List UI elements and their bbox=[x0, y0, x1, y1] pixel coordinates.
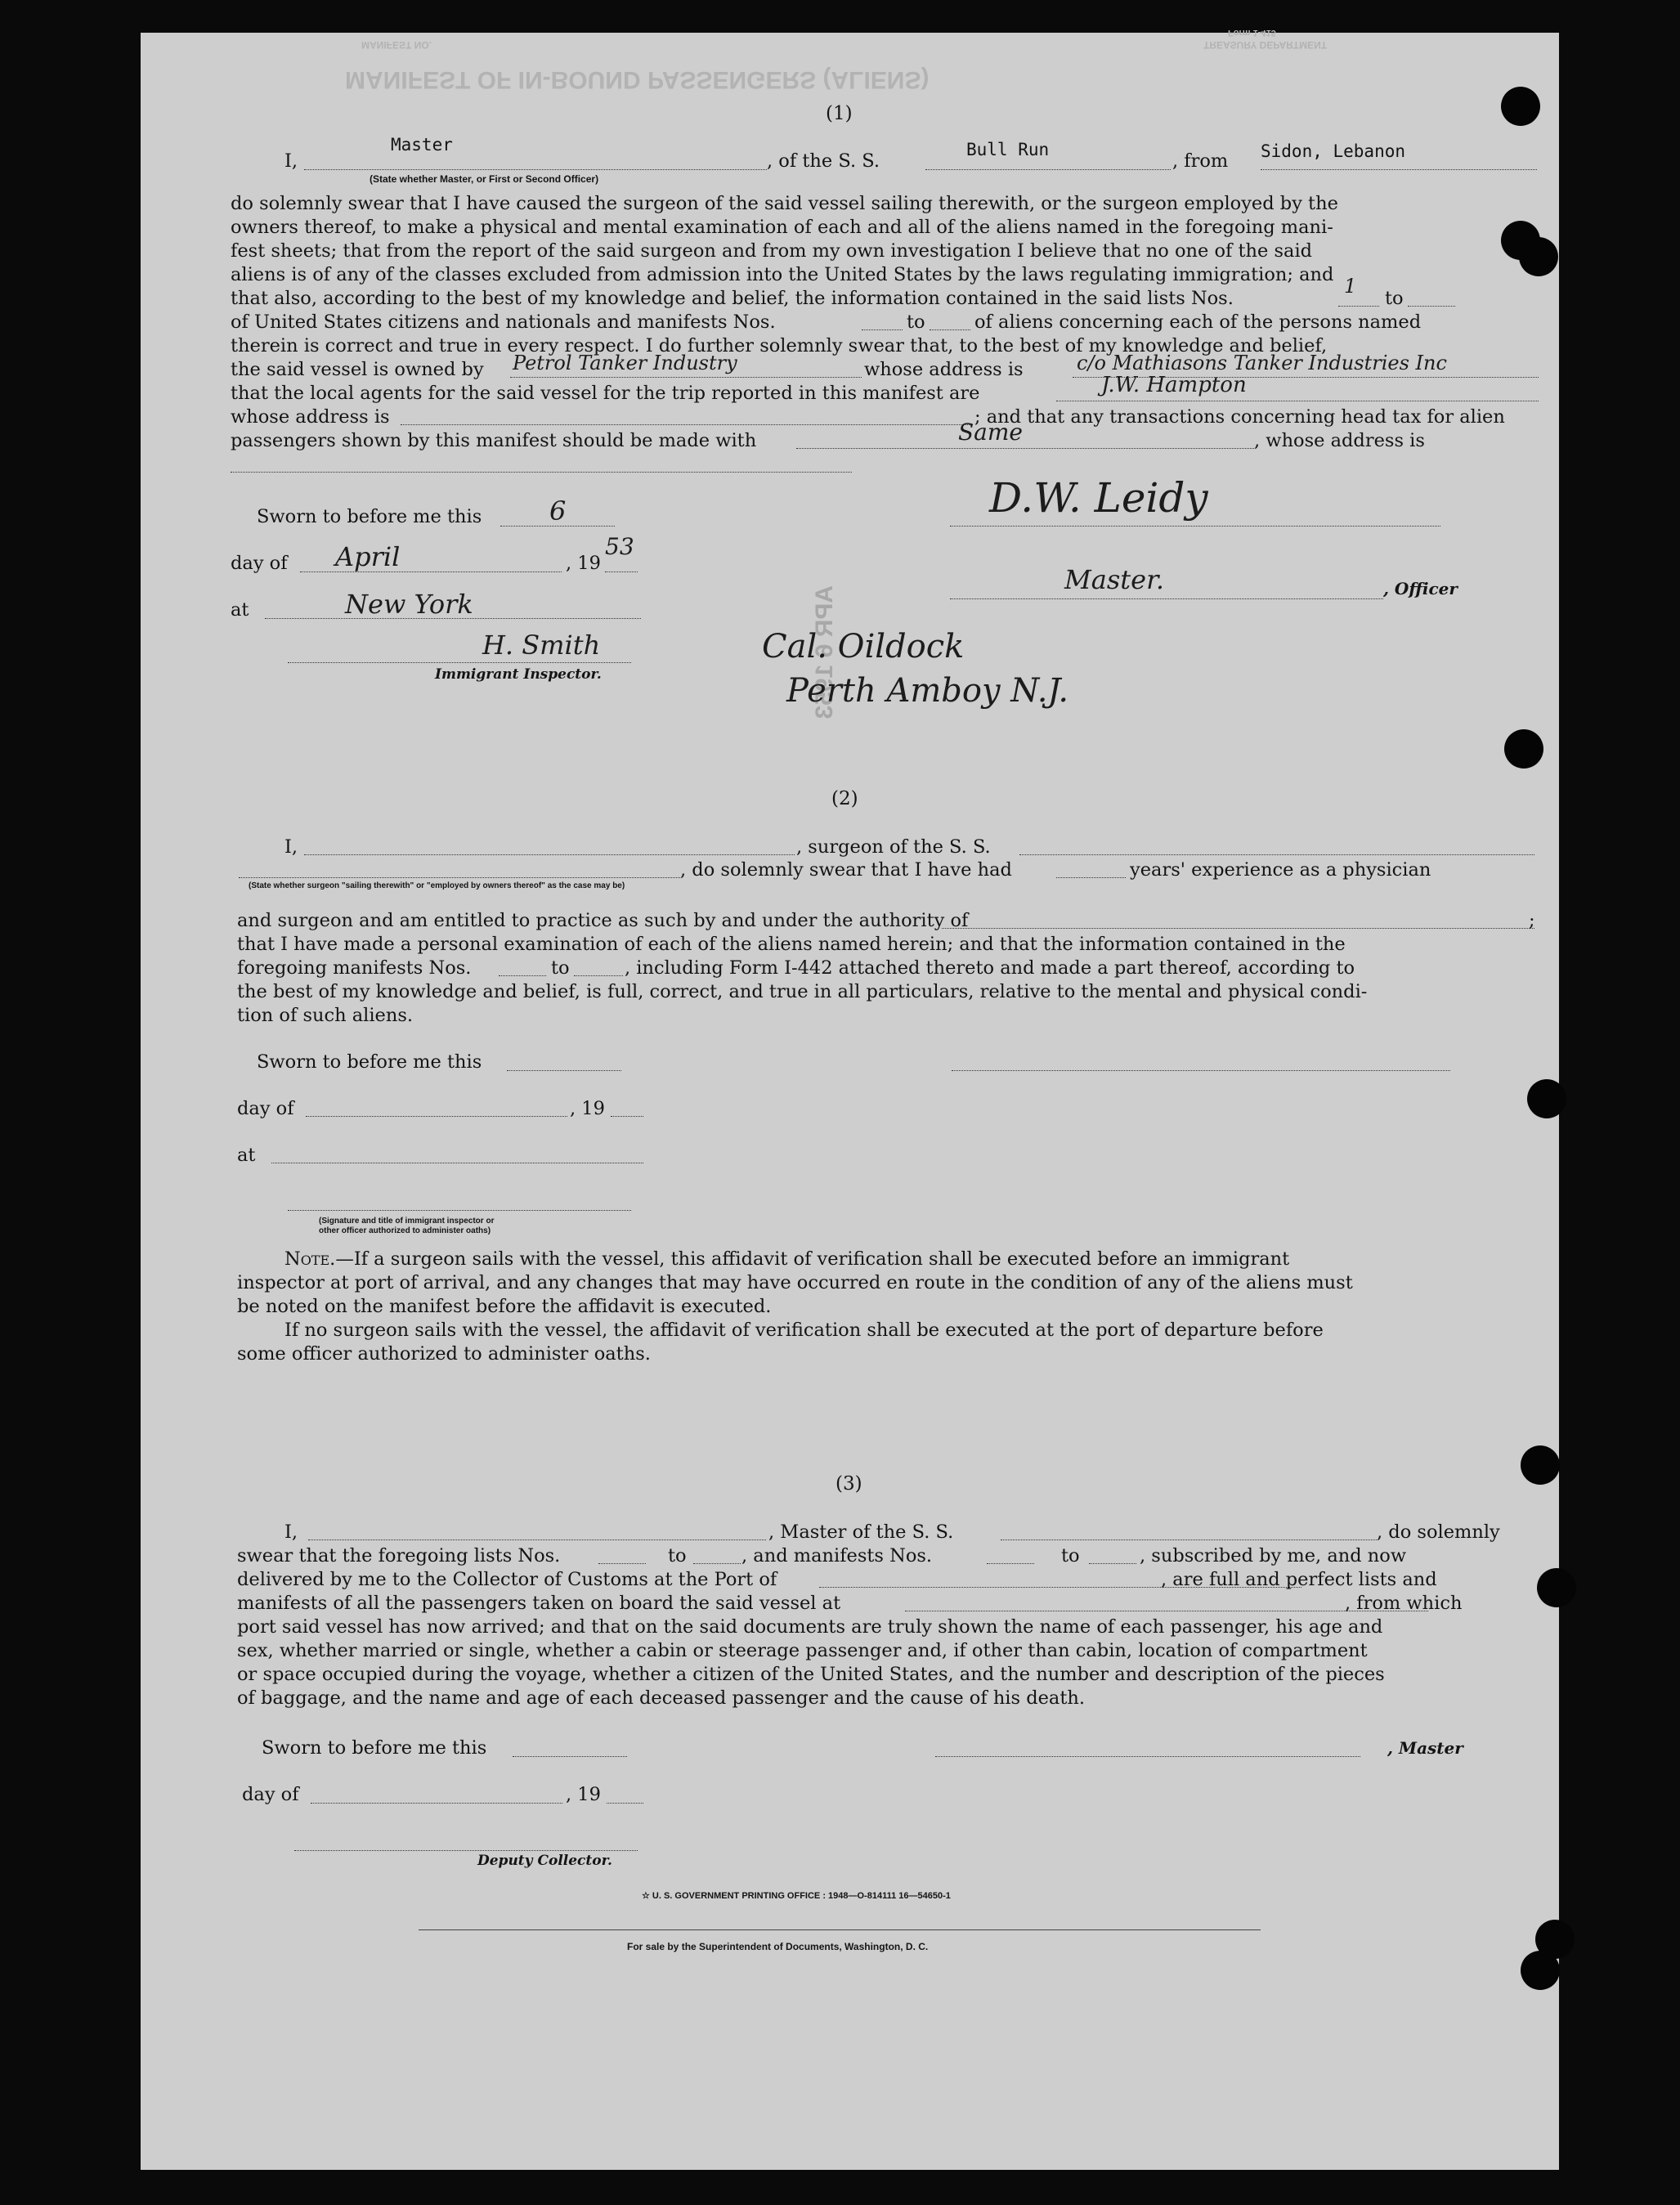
s1-at-label: at bbox=[231, 599, 249, 621]
s3-solemnly: , do solemnly bbox=[1377, 1522, 1500, 1543]
s1-oath-text bbox=[231, 192, 1539, 287]
s1-to: to bbox=[1385, 288, 1404, 309]
punch-hole bbox=[1537, 1568, 1576, 1607]
punch-hole bbox=[1504, 729, 1543, 769]
s3-l2e: , subscribed by me, and now bbox=[1140, 1545, 1407, 1566]
s1-master-signature: D.W. Leidy bbox=[989, 474, 1208, 522]
s1-year: 53 bbox=[605, 533, 634, 560]
s1-oath-line: the said vessel is owned by bbox=[231, 359, 484, 380]
s1-day-of-label: day of bbox=[231, 553, 288, 574]
s2-note-label-text: Note. bbox=[284, 1248, 336, 1270]
s3-line: port said vessel has now arrived; and that on the said documents are truly shown the name of each passenger, his age and bbox=[237, 1616, 1383, 1638]
s2-sig-caption-2: other officer authorized to administer oaths) bbox=[319, 1226, 491, 1235]
show-through-manifest-no: MANIFEST NO. bbox=[361, 39, 432, 51]
s3-line: of baggage, and the name and age of each deceased passenger and the cause of his death. bbox=[237, 1687, 1086, 1709]
s1-owner: Petrol Tanker Industry bbox=[513, 352, 737, 374]
sale-line: For sale by the Superintendent of Documents, Washington, D. C. bbox=[627, 1941, 929, 1952]
s2-line: and surgeon and am entitled to practice as such by and under the authority of bbox=[237, 910, 969, 931]
s2-line: tion of such aliens. bbox=[237, 1005, 414, 1026]
s2-line: foregoing manifests Nos. bbox=[237, 957, 472, 979]
s1-oath-line: that the local agents for the said vessel for the trip reported in this manifest are bbox=[231, 383, 980, 404]
s1-i: I, bbox=[284, 150, 298, 172]
punch-hole bbox=[1521, 1951, 1560, 1990]
s1-vessel-name: Bull Run bbox=[966, 140, 1050, 159]
s1-whose-address-2: , whose address is bbox=[1254, 430, 1425, 451]
s3-i: I, bbox=[284, 1522, 298, 1543]
s2-note-label bbox=[284, 1248, 1289, 1271]
s1-port: Sidon, Lebanon bbox=[1261, 141, 1406, 161]
s1-list-from: 1 bbox=[1344, 275, 1357, 298]
s1-oath-line: do solemnly swear that I have caused the surgeon of the said vessel sailing therewith, or the surgeon employed by the bbox=[231, 193, 1338, 214]
section-3-number: (3) bbox=[836, 1473, 862, 1495]
s2-including: , including Form I-442 attached thereto and made a part thereof, according to bbox=[625, 957, 1355, 979]
s1-oath-line: that also, according to the best of my knowledge and belief, the information contained in the said lists Nos. bbox=[231, 288, 1234, 309]
show-through-form: Form 1-415 bbox=[1228, 28, 1276, 38]
s2-at-label: at bbox=[237, 1145, 256, 1166]
s1-handwritten-note-1: Cal. Oildock bbox=[762, 628, 965, 666]
s1-officer-label: , Officer bbox=[1383, 579, 1458, 598]
s3-deputy-caption: Deputy Collector. bbox=[477, 1853, 612, 1869]
s1-oath-line: of United States citizens and nationals and manifests Nos. bbox=[231, 311, 776, 333]
section-2-number: (2) bbox=[831, 788, 858, 809]
s2-year-prefix: , 19 bbox=[570, 1098, 605, 1119]
s1-month: April bbox=[335, 541, 401, 572]
s3-line: sex, whether married or single, whether a cabin or steerage passenger and, if other than cabin, location of compartment bbox=[237, 1640, 1368, 1661]
s2-note-line: some officer authorized to administer oaths. bbox=[237, 1343, 651, 1365]
s1-oath-line: owners thereof, to make a physical and mental examination of each and all of the aliens named in the foregoing mani- bbox=[231, 217, 1333, 238]
show-through-dept: TREASURY DEPARTMENT bbox=[1203, 39, 1328, 51]
s2-to: to bbox=[551, 957, 570, 979]
s3-l2c: , and manifests Nos. bbox=[741, 1545, 933, 1566]
s1-place: New York bbox=[345, 589, 473, 620]
s3-l3a: delivered by me to the Collector of Customs at the Port of bbox=[237, 1569, 777, 1590]
s2-years-exp: years' experience as a physician bbox=[1130, 859, 1431, 881]
s1-head-tax: ; and that any transactions concerning head tax for alien bbox=[974, 406, 1505, 428]
gpo-line: ☆ U. S. GOVERNMENT PRINTING OFFICE : 1948—O-814111 16—54650-1 bbox=[642, 1891, 951, 1901]
s1-officer-caption: (State whether Master, or First or Second Officer) bbox=[370, 173, 599, 185]
s1-handwritten-note-2: Perth Amboy N.J. bbox=[786, 672, 1069, 710]
s2-day-of-label: day of bbox=[237, 1098, 294, 1119]
s3-day-of-label: day of bbox=[242, 1784, 299, 1805]
punch-hole bbox=[1501, 87, 1540, 126]
s2-caption: (State whether surgeon "sailing therewith" or "employed by owners thereof" as the case may be) bbox=[249, 881, 625, 890]
s1-sworn-label: Sworn to before me this bbox=[257, 506, 482, 527]
s2-i: I, bbox=[284, 836, 298, 858]
punch-hole bbox=[1519, 237, 1558, 276]
s1-from: , from bbox=[1172, 150, 1229, 172]
s1-year-prefix: , 19 bbox=[566, 553, 601, 574]
s1-sworn-day: 6 bbox=[549, 495, 567, 527]
s2-sig-caption-1: (Signature and title of immigrant inspector or bbox=[319, 1217, 495, 1226]
s1-oath-line: passengers shown by this manifest should be made with bbox=[231, 430, 757, 451]
s2-note-text: —If a surgeon sails with the vessel, this affidavit of verification shall be executed before an immigrant bbox=[335, 1248, 1290, 1270]
s1-of-aliens: of aliens concerning each of the persons named bbox=[974, 311, 1422, 333]
s2-note-line: be noted on the manifest before the affidavit is executed. bbox=[237, 1296, 772, 1317]
s2-line: that I have made a personal examination of each of the aliens named herein; and that the information contained in the bbox=[237, 934, 1346, 955]
s3-sworn-label: Sworn to before me this bbox=[262, 1737, 487, 1759]
s1-oath-line: fest sheets; that from the report of the said surgeon and from my own investigation I believe that no one of the said bbox=[231, 240, 1313, 262]
s3-l3b: , are full and perfect lists and bbox=[1161, 1569, 1437, 1590]
manifest-page: MANIFEST OF IN-BOUND PASSENGERS (ALIENS) MANIFEST NO. TREASURY DEPARTMENT Form 1-415 APR 6 1953 (1) I, Master (State whether Master, or First or Second Officer) , of the S. S. Bull Run , from Sidon, Lebanon do solemnly swear that I have caused the surgeon of the said vessel sailing therewith, or the surgeon employed by the owners thereof, to make a physical and mental examination of each and all of the aliens named in the foregoing mani- fest sheets; that from the report of the said surgeon and from my own investigation I believe that no one of the said aliens is of any of the classes excluded from admission into the United States by the laws regulating immigration; and that also, according to the best of my knowledge and belief, the information contained in the said lists Nos. 1 to of United States citizens and nationals and manifests Nos. to of aliens concerning each of the persons named therein is correct and true in every respect. I do further solemnly swear that, to the best of my knowledge and belief, the said vessel is owned by Petrol Tanker Industry whose address is c/o Mathiasons Tanker Industries Inc that the local agents for the said vessel for the trip reported in this manifest are J.W. Hampton whose address is ; and that any transactions concerning head tax for alien passengers shown by this manifest should be made with Same , whose address is Sworn to before me this 6 day of April , 19 53 at New York H. Smith Immigrant Inspector. D.W. Leidy Master. , Officer Cal. Oildock Perth Amboy N.J. (2) I, , surgeon of the S. S. , do solemnly swear that I have had years' experience as a physician (State whether surgeon "sailing therewith" or "employed by owners thereof" as the case may be) and surgeon and am entitled to practice as such by and under the authority of ; that I have made a personal examination of each of the aliens named herein; and that the information contained in the foregoing manifests Nos. to , including Form I-442 attached thereto and made a part thereof, according to the best of my knowledge and belief, is full, correct, and true in all particulars, relative to the mental and physical condi- tion of such aliens. Sworn to before me this day of , 19 at (Signature and title of immigrant inspector or other officer authorized to administer oaths) Note.—If a surgeon sails with the vessel, this affidavit of verification shall be executed before an immigrant inspector at port of arrival, and any changes that may have occurred en route in the condition of any of the aliens must be noted on the manifest before the affidavit is executed. If no surgeon sails with the vessel, the affidavit of verification shall be executed at the port of departure before some officer authorized to administer oaths. (3) I, , Master of the S. S. , do solemnly swear that the foregoing lists Nos. to , and manifests Nos. to , subscribed by me, and now delivered by me to the Collector of Customs at the Port of , are full and perfect lists and manifests of all the passengers taken on board the said vessel at , from which port said vessel has now arrived; and that on the said documents are truly shown the name of each passenger, his age and sex, whether married or single, whether a cabin or steerage passenger and, if other than cabin, location of compartment or space occupied during the voyage, whether a citizen of the United States, and the number and description of the pieces of baggage, and the name and age of each deceased passenger and the cause of his death. Sworn to before me this , Master day of , 19 Deputy Collector. ☆ U. S. GOVERNMENT PRINTING OFFICE : 1948—O-814111 16—54650-1 For sale by the Superintendent of Documents, Washington, D. C. bbox=[141, 33, 1559, 2170]
s3-master-label: , Master bbox=[1387, 1738, 1463, 1758]
s3-master-of: , Master of the S. S. bbox=[768, 1522, 954, 1543]
s1-oath-line: therein is correct and true in every respect. I do further solemnly swear that, to the best of my knowledge and belief, bbox=[231, 335, 1328, 356]
s2-note-line: If no surgeon sails with the vessel, the affidavit of verification shall be executed at the port of departure before bbox=[284, 1320, 1324, 1341]
s3-l4a: manifests of all the passengers taken on board the said vessel at bbox=[237, 1593, 841, 1614]
s1-agents: J.W. Hampton bbox=[1101, 373, 1247, 397]
received-stamp: APR 6 1953 bbox=[811, 585, 838, 719]
punch-hole bbox=[1527, 1079, 1566, 1118]
s2-surgeon-of: , surgeon of the S. S. bbox=[796, 836, 991, 858]
s1-inspector-caption: Immigrant Inspector. bbox=[435, 666, 602, 683]
s3-year-prefix: , 19 bbox=[566, 1784, 601, 1805]
s2-note-line: inspector at port of arrival, and any changes that may have occurred en route in the condition of any of the aliens must bbox=[237, 1272, 1353, 1293]
punch-hole bbox=[1521, 1445, 1560, 1485]
s1-oath-line: aliens is of any of the classes excluded from admission into the United States by the laws regulating immigration; and bbox=[231, 264, 1334, 285]
s1-of-the-ss: , of the S. S. bbox=[767, 150, 880, 172]
s2-swear: , do solemnly swear that I have had bbox=[680, 859, 1012, 881]
footer-rule bbox=[419, 1929, 1261, 1930]
show-through-title: MANIFEST OF IN-BOUND PASSENGERS (ALIENS) bbox=[345, 66, 930, 93]
s1-whose-address: whose address is bbox=[864, 359, 1024, 380]
s1-to: to bbox=[907, 311, 925, 333]
s1-master-title: Master. bbox=[1064, 564, 1165, 595]
s1-head-tax-with: Same bbox=[958, 419, 1023, 446]
s3-line: or space occupied during the voyage, whether a citizen of the United States, and the number and description of the pieces bbox=[237, 1664, 1385, 1685]
s1-owner-address: c/o Mathiasons Tanker Industries Inc bbox=[1077, 352, 1447, 374]
s3-l4b: , from which bbox=[1345, 1593, 1463, 1614]
s1-oath-line: whose address is bbox=[231, 406, 390, 428]
s2-sworn-label: Sworn to before me this bbox=[257, 1051, 482, 1073]
s3-l2d: to bbox=[1061, 1545, 1080, 1566]
s2-line: the best of my knowledge and belief, is full, correct, and true in all particulars, relative to the mental and physical condi- bbox=[237, 981, 1368, 1002]
s1-officer-type: Master bbox=[391, 135, 453, 155]
s3-l2b: to bbox=[668, 1545, 687, 1566]
section-1-number: (1) bbox=[826, 103, 853, 124]
s1-inspector-signature: H. Smith bbox=[482, 630, 601, 661]
s3-l2a: swear that the foregoing lists Nos. bbox=[237, 1545, 561, 1566]
